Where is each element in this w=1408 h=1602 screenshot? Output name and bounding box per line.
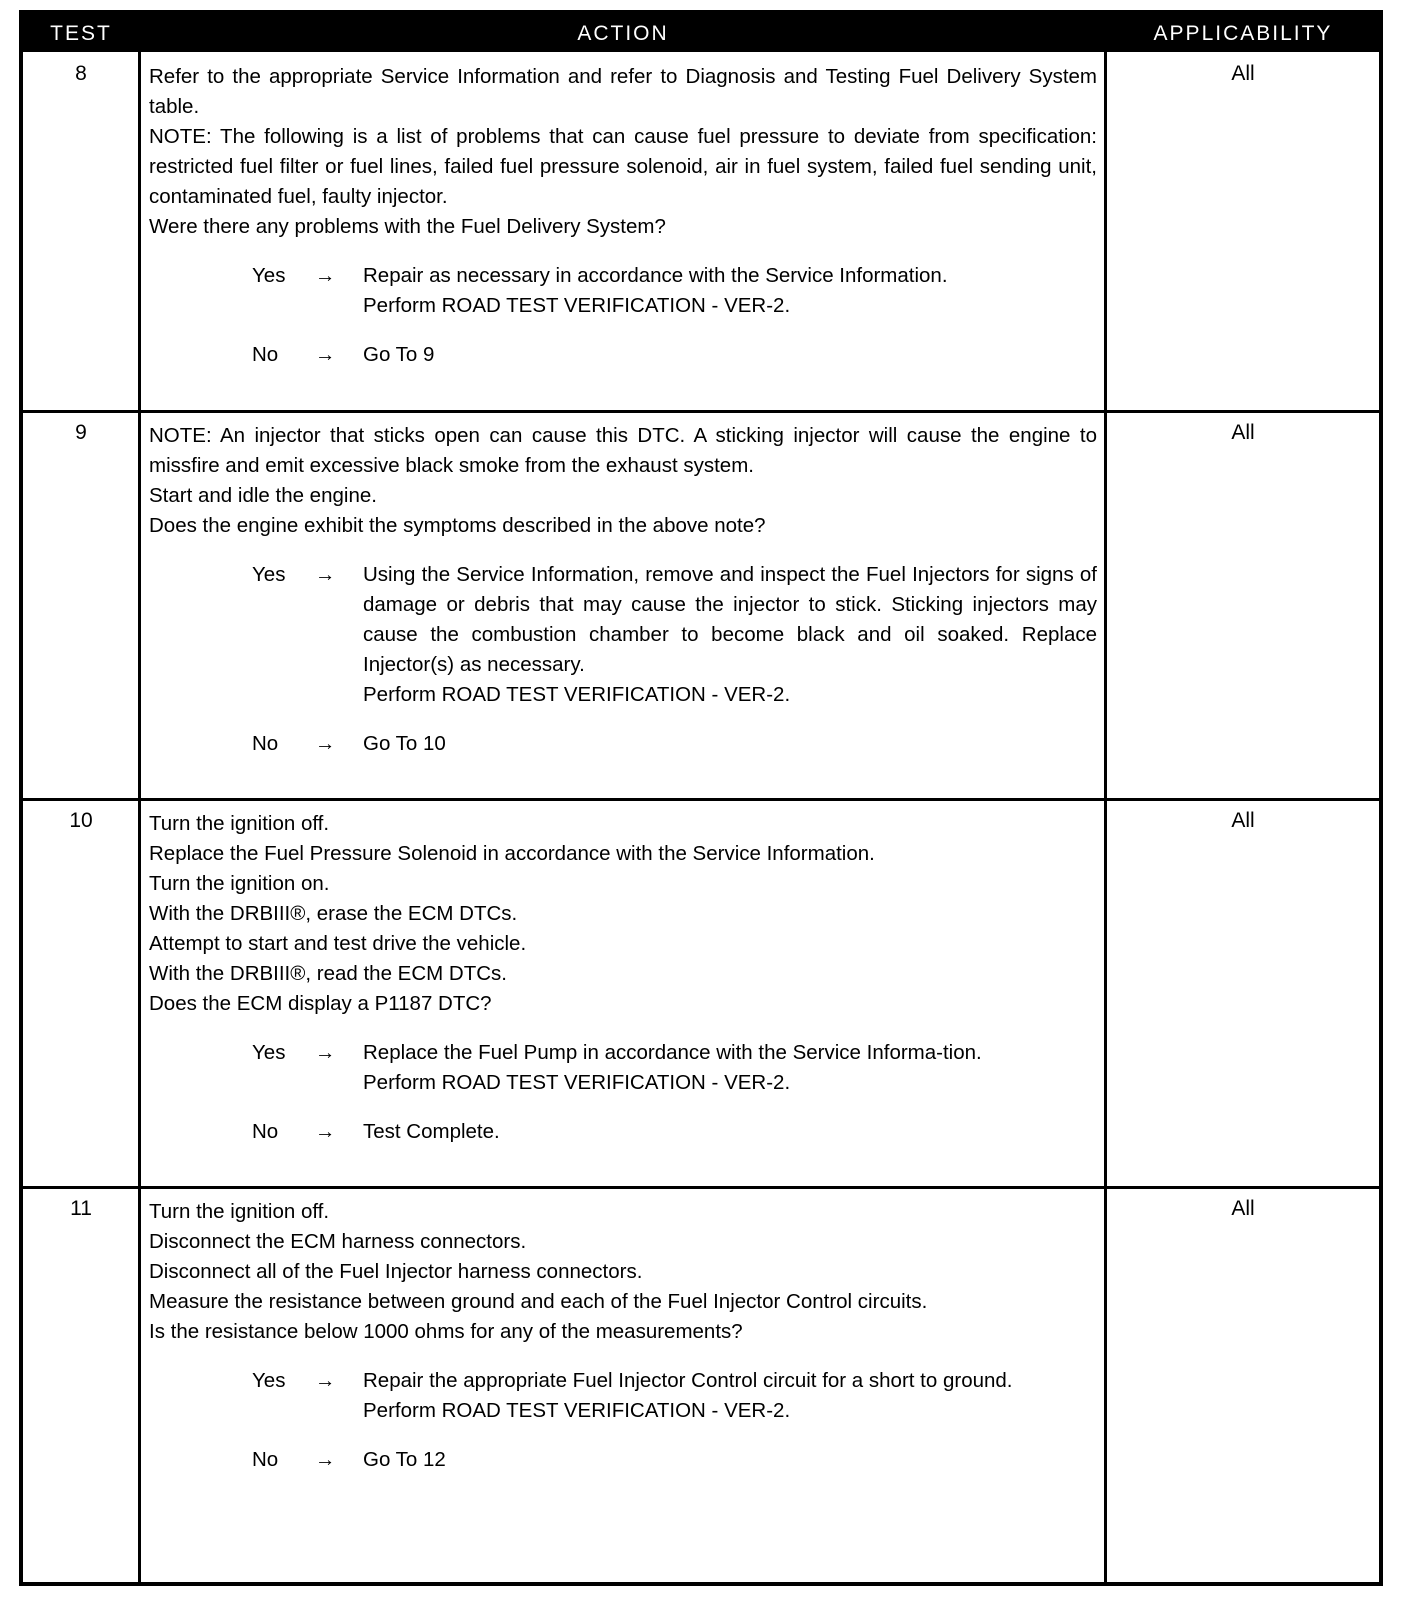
question-line: Were there any problems with the Fuel Delivery System?	[149, 215, 666, 238]
arrow-icon: →	[315, 264, 336, 287]
arrow-icon: →	[315, 732, 336, 755]
table-header	[23, 14, 1379, 52]
table-row	[23, 411, 1379, 799]
instruction-line: Turn the ignition off.	[149, 1200, 330, 1223]
instruction-line: Disconnect all of the Fuel Injector harness connectors.	[149, 1260, 643, 1283]
instruction-line: With the DRBIII®, erase the ECM DTCs.	[149, 902, 518, 925]
no-label: No	[252, 1120, 279, 1143]
arrow-icon: →	[315, 343, 336, 366]
instruction-line: Attempt to start and test drive the vehicle.	[149, 932, 527, 955]
instruction-line: Disconnect the ECM harness connectors.	[149, 1230, 527, 1253]
yes-result	[149, 1366, 1097, 1426]
yes-result	[149, 560, 1097, 710]
no-text: Go To 10	[363, 732, 446, 755]
yes-label: Yes	[252, 264, 286, 287]
no-result	[149, 1117, 1097, 1147]
instruction-line: With the DRBIII®, read the ECM DTCs.	[149, 962, 507, 985]
header-applicability: APPLICABILITY	[1153, 22, 1333, 45]
note-line: NOTE: The following is a list of problems that can cause fuel pressure to deviate from specification: restricted fuel filter or fuel lines, failed fuel pressure solenoid, air in fuel system, failed fuel sending unit, contaminated fuel, faulty injector.	[149, 125, 1097, 208]
yes-text: Replace the Fuel Pump in accordance with the Service Informa-tion.	[363, 1041, 982, 1064]
action-cell	[149, 1197, 1097, 1475]
note-line: NOTE: An injector that sticks open can cause this DTC. A sticking injector will cause the engine to missfire and emit excessive black smoke from the exhaust system.	[149, 424, 1097, 477]
yes-label: Yes	[252, 1369, 286, 1392]
action-cell	[149, 62, 1097, 370]
yes-label: Yes	[252, 563, 286, 586]
header-action: ACTION	[577, 22, 669, 45]
arrow-icon: →	[315, 1448, 336, 1471]
applicability-cell: All	[1231, 1197, 1255, 1220]
question-line: Does the ECM display a P1187 DTC?	[149, 992, 492, 1015]
no-label: No	[252, 732, 279, 755]
yes-label: Yes	[252, 1041, 286, 1064]
yes-text-verification: Perform ROAD TEST VERIFICATION - VER-2.	[363, 683, 791, 706]
applicability-cell: All	[1231, 421, 1255, 444]
no-text: Go To 9	[363, 343, 435, 366]
yes-text-verification: Perform ROAD TEST VERIFICATION - VER-2.	[363, 1071, 791, 1094]
test-number: 8	[75, 62, 87, 85]
table-row	[23, 1187, 1379, 1582]
question-line: Does the engine exhibit the symptoms described in the above note?	[149, 514, 766, 537]
test-number: 9	[75, 421, 87, 444]
test-number: 10	[69, 809, 93, 832]
no-label: No	[252, 343, 279, 366]
applicability-cell: All	[1231, 62, 1255, 85]
yes-text: Repair as necessary in accordance with the Service Information.	[363, 264, 948, 287]
applicability-cell: All	[1231, 809, 1255, 832]
action-cell	[149, 421, 1097, 759]
yes-result	[149, 261, 1097, 321]
arrow-icon: →	[315, 563, 336, 586]
action-cell	[149, 809, 1097, 1147]
diagnostic-table	[19, 10, 1383, 1586]
instruction-line: Measure the resistance between ground and each of the Fuel Injector Control circuits.	[149, 1290, 928, 1313]
yes-text: Using the Service Information, remove and inspect the Fuel Injectors for signs of damage or debris that may cause the injector to stick. Sticking injectors may cause the combustion chamber to become black and oil soaked. Replace Injector(s) as necessary.	[363, 563, 1097, 676]
instruction-line: Turn the ignition on.	[149, 872, 330, 895]
yes-text-verification: Perform ROAD TEST VERIFICATION - VER-2.	[363, 1399, 791, 1422]
yes-result	[149, 1038, 1097, 1098]
arrow-icon: →	[315, 1120, 336, 1143]
no-text: Go To 12	[363, 1448, 446, 1471]
no-result	[149, 340, 1097, 370]
table-row	[23, 52, 1379, 410]
arrow-icon: →	[315, 1369, 336, 1392]
no-result	[149, 1445, 1097, 1475]
instruction-line: Replace the Fuel Pressure Solenoid in accordance with the Service Information.	[149, 842, 875, 865]
test-number: 11	[70, 1197, 92, 1220]
arrow-icon: →	[315, 1041, 336, 1064]
yes-text-verification: Perform ROAD TEST VERIFICATION - VER-2.	[363, 294, 791, 317]
no-result	[149, 729, 1097, 759]
yes-text: Repair the appropriate Fuel Injector Control circuit for a short to ground.	[363, 1369, 1013, 1392]
instruction-line: Refer to the appropriate Service Information and refer to Diagnosis and Testing Fuel Delivery System table.	[149, 65, 1097, 118]
no-label: No	[252, 1448, 279, 1471]
no-text: Test Complete.	[363, 1120, 500, 1143]
instruction-line: Turn the ignition off.	[149, 812, 330, 835]
instruction-line: Start and idle the engine.	[149, 484, 377, 507]
table-row	[23, 799, 1379, 1187]
question-line: Is the resistance below 1000 ohms for any of the measurements?	[149, 1320, 743, 1343]
header-test: TEST	[50, 22, 112, 45]
